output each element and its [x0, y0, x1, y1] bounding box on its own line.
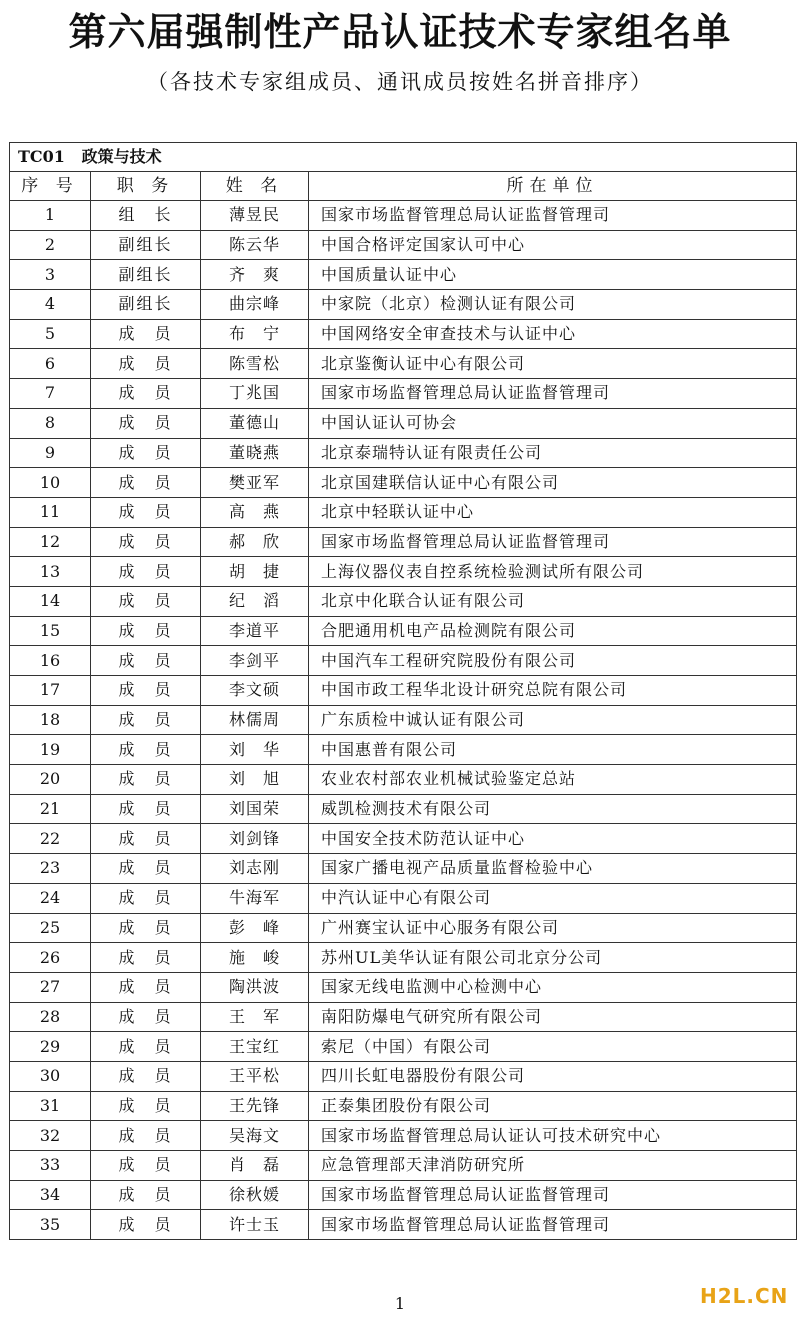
- row-unit: 国家广播电视产品质量监督检验中心: [309, 854, 797, 884]
- row-unit: 北京鉴衡认证中心有限公司: [309, 349, 797, 379]
- table-row: [10, 557, 797, 587]
- row-name: 施 峻: [201, 943, 309, 973]
- row-unit: 索尼（中国）有限公司: [309, 1032, 797, 1062]
- table-row: [10, 794, 797, 824]
- row-role: 成 员: [91, 705, 201, 735]
- row-name: 陈云华: [201, 230, 309, 260]
- row-unit: 中国合格评定国家认可中心: [309, 230, 797, 260]
- row-number: 8: [10, 408, 91, 438]
- row-number: 29: [10, 1032, 91, 1062]
- row-role: 成 员: [91, 1091, 201, 1121]
- row-role: 成 员: [91, 676, 201, 706]
- row-number: 6: [10, 349, 91, 379]
- row-name: 林儒周: [201, 705, 309, 735]
- row-name: 李文硕: [201, 676, 309, 706]
- row-unit: 中国安全技术防范认证中心: [309, 824, 797, 854]
- table-row: [10, 586, 797, 616]
- table-row: [10, 1032, 797, 1062]
- row-role: 成 员: [91, 527, 201, 557]
- row-number: 11: [10, 497, 91, 527]
- table-row: [10, 646, 797, 676]
- row-name: 董晓燕: [201, 438, 309, 468]
- row-role: 成 员: [91, 943, 201, 973]
- row-unit: 北京中化联合认证有限公司: [309, 586, 797, 616]
- row-unit: 苏州UL美华认证有限公司北京分公司: [309, 943, 797, 973]
- row-name: 樊亚军: [201, 468, 309, 498]
- table-row: [10, 1091, 797, 1121]
- row-name: 王宝红: [201, 1032, 309, 1062]
- table-row: [10, 943, 797, 973]
- row-number: 23: [10, 854, 91, 884]
- row-unit: 中汽认证中心有限公司: [309, 883, 797, 913]
- row-unit: 应急管理部天津消防研究所: [309, 1151, 797, 1181]
- row-unit: 国家市场监督管理总局认证监督管理司: [309, 201, 797, 231]
- row-role: 组 长: [91, 201, 201, 231]
- table-row: [10, 319, 797, 349]
- row-unit: 上海仪器仪表自控系统检验测试所有限公司: [309, 557, 797, 587]
- row-unit: 中国市政工程华北设计研究总院有限公司: [309, 676, 797, 706]
- table-row: [10, 497, 797, 527]
- table-row: [10, 1180, 797, 1210]
- row-number: 18: [10, 705, 91, 735]
- row-number: 7: [10, 379, 91, 409]
- table-row: [10, 616, 797, 646]
- row-name: 陈雪松: [201, 349, 309, 379]
- row-unit: 国家市场监督管理总局认证认可技术研究中心: [309, 1121, 797, 1151]
- row-number: 4: [10, 290, 91, 320]
- expert-roster-table: [9, 142, 797, 1240]
- row-name: 肖 磊: [201, 1151, 309, 1181]
- row-number: 9: [10, 438, 91, 468]
- row-role: 成 员: [91, 1151, 201, 1181]
- table-row: [10, 1061, 797, 1091]
- table-row: [10, 290, 797, 320]
- table-row: [10, 705, 797, 735]
- row-name: 许士玉: [201, 1210, 309, 1240]
- row-role: 成 员: [91, 854, 201, 884]
- site-watermark: H2L.CN: [700, 1284, 789, 1308]
- table-row: [10, 468, 797, 498]
- row-role: 成 员: [91, 972, 201, 1002]
- table-row: [10, 1121, 797, 1151]
- table-row: [10, 676, 797, 706]
- table-row: [10, 1210, 797, 1240]
- group-code: TC01: [18, 147, 65, 166]
- table-row: [10, 883, 797, 913]
- row-number: 28: [10, 1002, 91, 1032]
- row-number: 26: [10, 943, 91, 973]
- row-name: 刘志刚: [201, 854, 309, 884]
- row-number: 21: [10, 794, 91, 824]
- row-role: 成 员: [91, 883, 201, 913]
- row-unit: 国家市场监督管理总局认证监督管理司: [309, 527, 797, 557]
- row-unit: 中国网络安全审查技术与认证中心: [309, 319, 797, 349]
- row-name: 刘 旭: [201, 765, 309, 795]
- row-role: 成 员: [91, 379, 201, 409]
- table-row: [10, 972, 797, 1002]
- row-number: 15: [10, 616, 91, 646]
- table-row: [10, 735, 797, 765]
- row-role: 成 员: [91, 408, 201, 438]
- row-number: 2: [10, 230, 91, 260]
- row-role: 成 员: [91, 1002, 201, 1032]
- row-role: 副组长: [91, 260, 201, 290]
- row-number: 1: [10, 201, 91, 231]
- row-unit: 威凯检测技术有限公司: [309, 794, 797, 824]
- table-row: [10, 854, 797, 884]
- group-name: 政策与技术: [81, 147, 162, 166]
- row-role: 成 员: [91, 765, 201, 795]
- row-number: 22: [10, 824, 91, 854]
- row-number: 25: [10, 913, 91, 943]
- row-name: 李道平: [201, 616, 309, 646]
- row-role: 成 员: [91, 1061, 201, 1091]
- table-row: [10, 438, 797, 468]
- row-number: 5: [10, 319, 91, 349]
- row-number: 17: [10, 676, 91, 706]
- row-name: 纪 滔: [201, 586, 309, 616]
- row-name: 刘 华: [201, 735, 309, 765]
- row-unit: 北京中轻联认证中心: [309, 497, 797, 527]
- header-role: 职 务: [91, 172, 201, 201]
- row-unit: 中国质量认证中心: [309, 260, 797, 290]
- row-unit: 中国认证认可协会: [309, 408, 797, 438]
- row-role: 成 员: [91, 646, 201, 676]
- row-role: 成 员: [91, 824, 201, 854]
- row-unit: 南阳防爆电气研究所有限公司: [309, 1002, 797, 1032]
- table-row: [10, 824, 797, 854]
- header-name: 姓 名: [201, 172, 309, 201]
- row-unit: 广州赛宝认证中心服务有限公司: [309, 913, 797, 943]
- row-number: 32: [10, 1121, 91, 1151]
- row-name: 刘剑锋: [201, 824, 309, 854]
- table-row: [10, 408, 797, 438]
- row-name: 彭 峰: [201, 913, 309, 943]
- row-number: 34: [10, 1180, 91, 1210]
- row-role: 成 员: [91, 349, 201, 379]
- row-number: 12: [10, 527, 91, 557]
- row-number: 16: [10, 646, 91, 676]
- row-unit: 正泰集团股份有限公司: [309, 1091, 797, 1121]
- row-name: 徐秋媛: [201, 1180, 309, 1210]
- row-role: 成 员: [91, 1032, 201, 1062]
- document-subtitle: （各技术专家组成员、通讯成员按姓名拼音排序）: [147, 70, 653, 94]
- row-role: 成 员: [91, 913, 201, 943]
- row-role: 成 员: [91, 735, 201, 765]
- row-name: 高 燕: [201, 497, 309, 527]
- row-role: 成 员: [91, 497, 201, 527]
- table-row: [10, 527, 797, 557]
- row-unit: 广东质检中诚认证有限公司: [309, 705, 797, 735]
- header-no: 序 号: [10, 172, 91, 201]
- page-number: 1: [394, 1294, 406, 1313]
- row-name: 胡 捷: [201, 557, 309, 587]
- table-row: [10, 1002, 797, 1032]
- row-name: 王平松: [201, 1061, 309, 1091]
- row-number: 14: [10, 586, 91, 616]
- document-title: 第六届强制性产品认证技术专家组名单: [68, 9, 732, 54]
- row-role: 成 员: [91, 557, 201, 587]
- table-row: [10, 260, 797, 290]
- row-number: 3: [10, 260, 91, 290]
- row-role: 成 员: [91, 1180, 201, 1210]
- table-row: [10, 349, 797, 379]
- row-number: 30: [10, 1061, 91, 1091]
- row-unit: 合肥通用机电产品检测院有限公司: [309, 616, 797, 646]
- row-role: 成 员: [91, 319, 201, 349]
- row-role: 成 员: [91, 438, 201, 468]
- row-unit: 国家市场监督管理总局认证监督管理司: [309, 379, 797, 409]
- column-header-row: [10, 172, 797, 201]
- row-unit: 北京泰瑞特认证有限责任公司: [309, 438, 797, 468]
- row-number: 20: [10, 765, 91, 795]
- row-name: 王先锋: [201, 1091, 309, 1121]
- table-row: [10, 1151, 797, 1181]
- row-number: 13: [10, 557, 91, 587]
- row-name: 郝 欣: [201, 527, 309, 557]
- row-number: 27: [10, 972, 91, 1002]
- row-role: 成 员: [91, 794, 201, 824]
- row-unit: 农业农村部农业机械试验鉴定总站: [309, 765, 797, 795]
- row-number: 19: [10, 735, 91, 765]
- table-row: [10, 765, 797, 795]
- row-name: 牛海军: [201, 883, 309, 913]
- row-number: 35: [10, 1210, 91, 1240]
- row-name: 丁兆国: [201, 379, 309, 409]
- row-name: 陶洪波: [201, 972, 309, 1002]
- row-role: 副组长: [91, 290, 201, 320]
- row-number: 10: [10, 468, 91, 498]
- row-name: 曲宗峰: [201, 290, 309, 320]
- row-unit: 中国惠普有限公司: [309, 735, 797, 765]
- row-role: 副组长: [91, 230, 201, 260]
- row-role: 成 员: [91, 1210, 201, 1240]
- row-unit: 国家市场监督管理总局认证监督管理司: [309, 1180, 797, 1210]
- row-name: 王 军: [201, 1002, 309, 1032]
- row-role: 成 员: [91, 616, 201, 646]
- row-unit: 中国汽车工程研究院股份有限公司: [309, 646, 797, 676]
- row-number: 33: [10, 1151, 91, 1181]
- row-name: 董德山: [201, 408, 309, 438]
- row-number: 31: [10, 1091, 91, 1121]
- group-title: [10, 143, 797, 172]
- header-unit: 所在单位: [309, 172, 797, 201]
- group-header-row: [10, 143, 797, 172]
- row-role: 成 员: [91, 586, 201, 616]
- row-unit: 国家无线电监测中心检测中心: [309, 972, 797, 1002]
- row-unit: 国家市场监督管理总局认证监督管理司: [309, 1210, 797, 1240]
- row-unit: 中家院（北京）检测认证有限公司: [309, 290, 797, 320]
- row-unit: 北京国建联信认证中心有限公司: [309, 468, 797, 498]
- table-row: [10, 913, 797, 943]
- row-name: 齐 爽: [201, 260, 309, 290]
- table-row: [10, 230, 797, 260]
- row-role: 成 员: [91, 468, 201, 498]
- row-number: 24: [10, 883, 91, 913]
- row-name: 李剑平: [201, 646, 309, 676]
- table-row: [10, 201, 797, 231]
- row-role: 成 员: [91, 1121, 201, 1151]
- row-name: 刘国荣: [201, 794, 309, 824]
- row-name: 薄昱民: [201, 201, 309, 231]
- row-name: 布 宁: [201, 319, 309, 349]
- row-name: 吴海文: [201, 1121, 309, 1151]
- row-unit: 四川长虹电器股份有限公司: [309, 1061, 797, 1091]
- table-row: [10, 379, 797, 409]
